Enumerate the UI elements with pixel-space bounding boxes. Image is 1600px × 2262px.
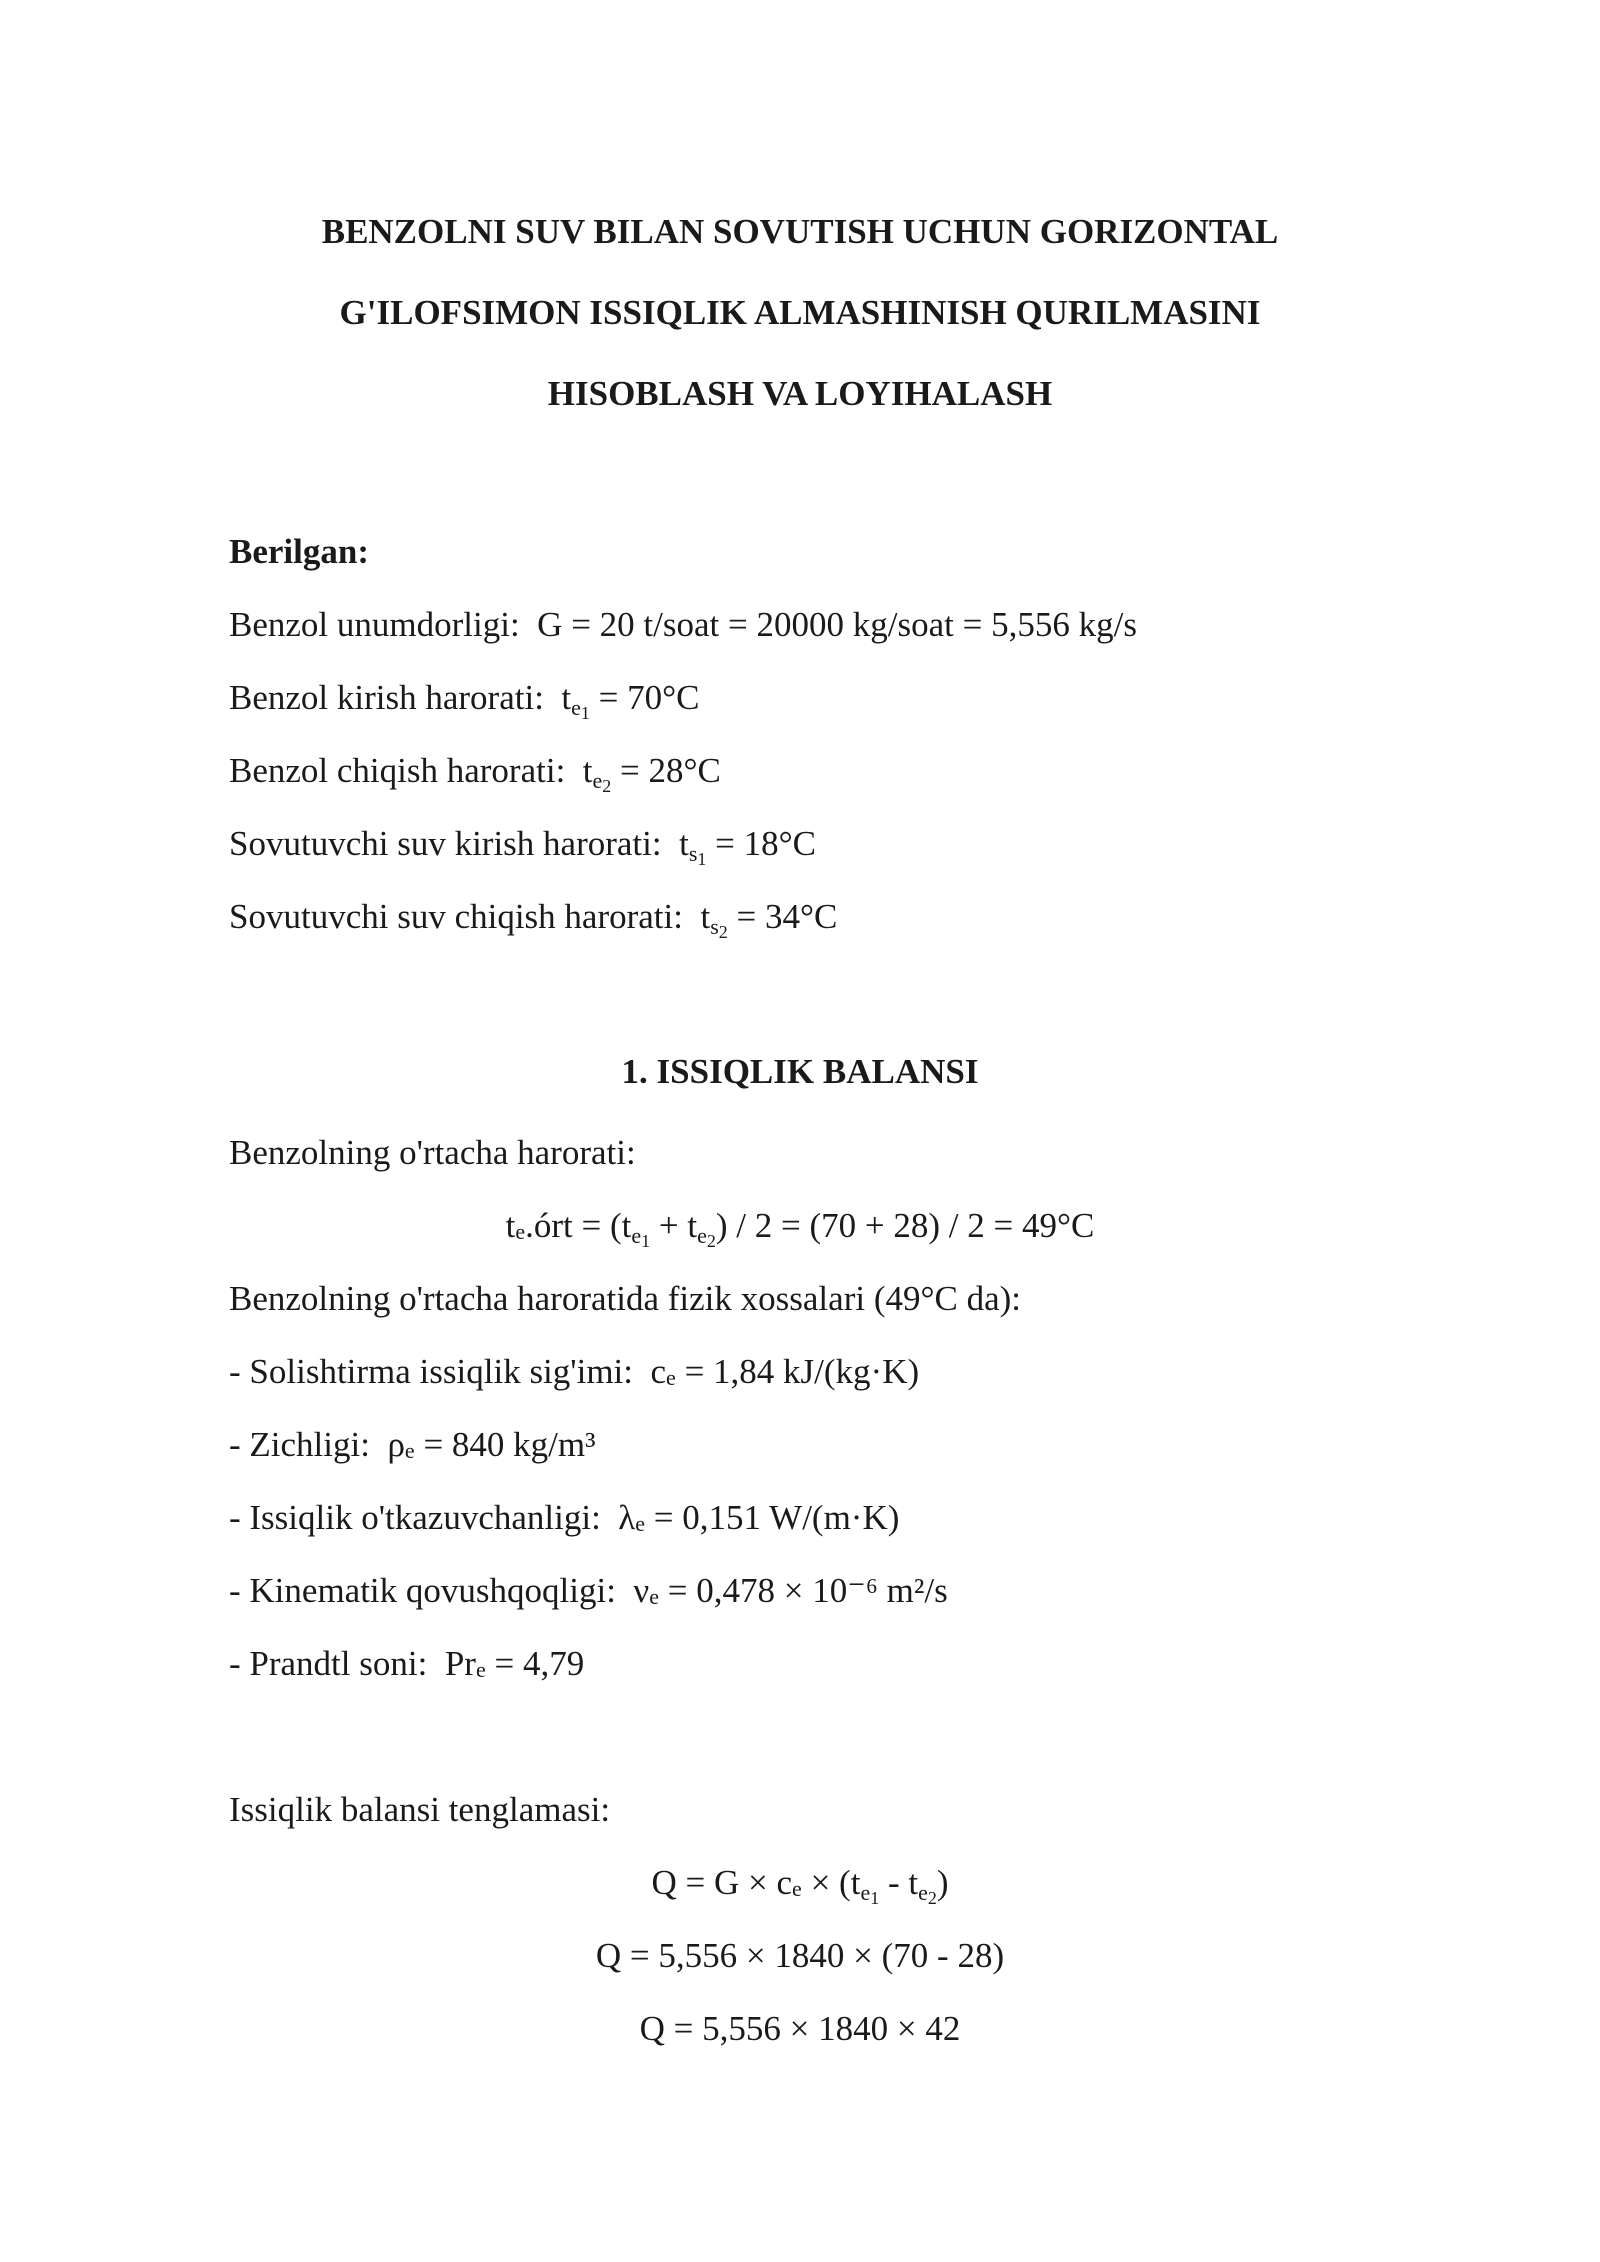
inlet-temp-label: Benzol kirish harorati: — [229, 678, 544, 717]
water-outlet-sub1: s — [710, 914, 719, 939]
prop-value: = 4,79 — [485, 1644, 585, 1683]
prop-label: - Kinematik qovushqoqligi: — [229, 1571, 616, 1610]
prop-value: = 0,478 × 10⁻⁶ m²/s — [659, 1571, 948, 1610]
prop-symbol: ν — [633, 1571, 650, 1610]
water-inlet-sub1: s — [688, 841, 698, 866]
formula-part: t — [505, 1206, 516, 1245]
prop-kinematic-viscosity — [229, 1569, 948, 1619]
formula-subscript: 2 — [706, 1231, 716, 1251]
prop-symbol: c — [650, 1352, 667, 1391]
prop-symbol: ρ — [387, 1425, 405, 1464]
prop-subscript: e — [666, 1365, 676, 1390]
water-outlet-value: = 34°C — [736, 897, 838, 936]
water-outlet-line — [229, 895, 837, 954]
balance-equation-3: Q = 5,556 × 1840 × 42 — [639, 2009, 961, 2048]
formula-part: + t — [650, 1206, 698, 1245]
formula-part: .órt = (t — [525, 1206, 632, 1245]
equation-subscript: 2 — [927, 1888, 937, 1908]
outlet-temp-value: = 28°C — [620, 751, 721, 790]
formula-subscript: e — [697, 1223, 707, 1248]
prop-label: - Issiqlik o'tkazuvchanligi: — [229, 1498, 601, 1537]
prop-symbol: λ — [618, 1498, 636, 1537]
equation-part: - t — [879, 1863, 919, 1902]
inlet-temp-sub2: 1 — [580, 703, 590, 723]
balance-label: Issiqlik balansi tenglamasi: — [229, 1790, 611, 1829]
formula-part: ) / 2 = (70 + 28) / 2 = 49°C — [715, 1206, 1095, 1245]
formula-subscript: 1 — [641, 1231, 651, 1251]
given-heading: Berilgan: — [229, 532, 369, 571]
prop-subscript: e — [635, 1511, 646, 1536]
water-inlet-symbol: t — [679, 824, 689, 863]
equation-subscript: e — [792, 1876, 802, 1901]
inlet-temp-value: = 70°C — [598, 678, 700, 717]
title-line-2: G'ILOFSIMON ISSIQLIK ALMASHINISH QURILMASINI — [339, 293, 1261, 332]
balance-equation-1 — [230, 1861, 1370, 1920]
formula-subscript: e — [631, 1223, 642, 1248]
prop-specific-heat — [229, 1350, 919, 1400]
title-line-3: HISOBLASH VA LOYIHALASH — [547, 374, 1053, 413]
balance-equation-2: Q = 5,556 × 1840 × (70 - 28) — [595, 1936, 1005, 1975]
flow-rate-value: G = 20 t/soat = 20000 kg/soat = 5,556 kg/s — [537, 605, 1137, 644]
equation-subscript: e — [918, 1880, 928, 1905]
equation-subscript: 1 — [870, 1888, 880, 1908]
water-inlet-sub2: 1 — [697, 849, 707, 869]
prop-subscript: e — [404, 1438, 415, 1463]
prop-prandtl — [229, 1642, 584, 1692]
water-outlet-symbol: t — [700, 897, 711, 936]
equation-part: Q = G × c — [651, 1863, 793, 1902]
inlet-temp-symbol: t — [561, 678, 572, 717]
equation-part: ) — [936, 1863, 949, 1902]
inlet-temp-sub1: e — [571, 695, 581, 720]
equation-part: × (t — [801, 1863, 861, 1902]
equation-subscript: e — [860, 1880, 871, 1905]
flow-rate-label: Benzol unumdorligi: — [229, 605, 520, 644]
outlet-temp-sub1: e — [592, 768, 603, 793]
formula-subscript: e — [515, 1219, 526, 1244]
outlet-temp-symbol: t — [582, 751, 593, 790]
avg-temp-label: Benzolning o'rtacha harorati: — [229, 1133, 636, 1172]
water-outlet-sub2: 2 — [718, 922, 728, 942]
prop-subscript: e — [649, 1584, 660, 1609]
inlet-temp-line — [229, 676, 700, 735]
prop-label: - Solishtirma issiqlik sig'imi: — [229, 1352, 633, 1391]
water-inlet-line — [229, 822, 816, 881]
flow-rate-line — [229, 603, 1137, 647]
outlet-temp-sub2: 2 — [602, 776, 612, 796]
water-outlet-label: Sovutuvchi suv chiqish harorati: — [229, 897, 683, 936]
outlet-temp-line — [229, 749, 721, 808]
outlet-temp-label: Benzol chiqish harorati: — [229, 751, 566, 790]
section-1-heading: 1. ISSIQLIK BALANSI — [621, 1052, 979, 1091]
avg-temp-formula — [230, 1204, 1370, 1263]
prop-density — [229, 1423, 596, 1473]
prop-label: - Prandtl soni: — [229, 1644, 428, 1683]
prop-value: = 0,151 W/(m·K) — [645, 1498, 900, 1537]
prop-value: = 840 kg/m³ — [414, 1425, 596, 1464]
prop-value: = 1,84 kJ/(kg·K) — [675, 1352, 920, 1391]
prop-subscript: e — [475, 1657, 486, 1682]
water-inlet-label: Sovutuvchi suv kirish harorati: — [229, 824, 662, 863]
prop-thermal-conductivity — [229, 1496, 899, 1546]
water-inlet-value: = 18°C — [715, 824, 816, 863]
title-line-1: BENZOLNI SUV BILAN SOVUTISH UCHUN GORIZONTAL — [321, 212, 1279, 251]
prop-symbol: Pr — [444, 1644, 476, 1683]
props-label: Benzolning o'rtacha haroratida fizik xossalari (49°C da): — [229, 1279, 1021, 1318]
prop-label: - Zichligi: — [229, 1425, 370, 1464]
